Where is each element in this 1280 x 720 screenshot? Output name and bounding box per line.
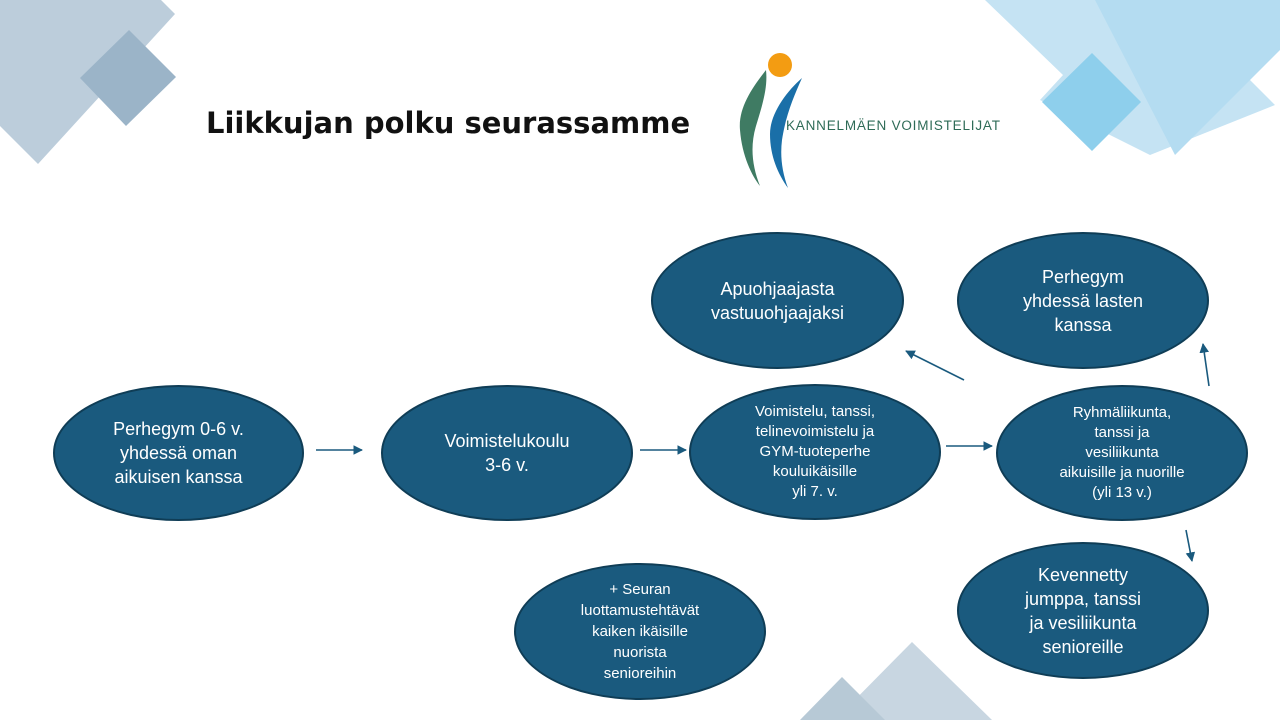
node-luottamus-label: + Seuran luottamustehtävät kaiken ikäisille nuorista senioreihin bbox=[580, 581, 700, 682]
node-ryhmaliikunta bbox=[996, 385, 1248, 521]
node-apuohjaaja bbox=[651, 232, 904, 369]
node-kouluikaisille-label: Voimistelu, tanssi, telinevoimistelu ja GYM-tuoteperhe kouluikäisille yli 7. v. bbox=[754, 403, 876, 500]
arrow-5 bbox=[1203, 344, 1209, 386]
node-perhegym-lapset-label: Perhegym yhdessä lasten kanssa bbox=[1022, 266, 1144, 335]
page-title: Liikkujan polku seurassamme bbox=[206, 106, 691, 140]
node-perhegym-lapset bbox=[957, 232, 1209, 369]
node-kevennetty-label: Kevennetty jumppa, tanssi ja vesiliikunta senioreille bbox=[1024, 564, 1142, 657]
node-apuohjaaja-label: Apuohjaajasta vastuuohjaajaksi bbox=[710, 278, 845, 323]
node-ryhmaliikunta-label: Ryhmäliikunta, tanssi ja vesiliikunta aikuisille ja nuorille (yli 13 v.) bbox=[1059, 404, 1185, 501]
node-voimistelukoulu-label: Voimistelukoulu 3-6 v. bbox=[444, 431, 570, 475]
node-perhegym-0-6-label: Perhegym 0-6 v. yhdessä oman aikuisen kanssa bbox=[113, 419, 244, 487]
node-perhegym-0-6 bbox=[53, 385, 304, 521]
node-kouluikaisille bbox=[689, 384, 941, 520]
arrow-4 bbox=[906, 351, 964, 380]
logo-text: KANNELMÄEN VOIMISTELIJAT bbox=[786, 118, 1001, 133]
node-luottamus bbox=[514, 563, 766, 700]
arrow-6 bbox=[1186, 530, 1192, 561]
node-kevennetty bbox=[957, 542, 1209, 679]
node-voimistelukoulu bbox=[381, 385, 633, 521]
